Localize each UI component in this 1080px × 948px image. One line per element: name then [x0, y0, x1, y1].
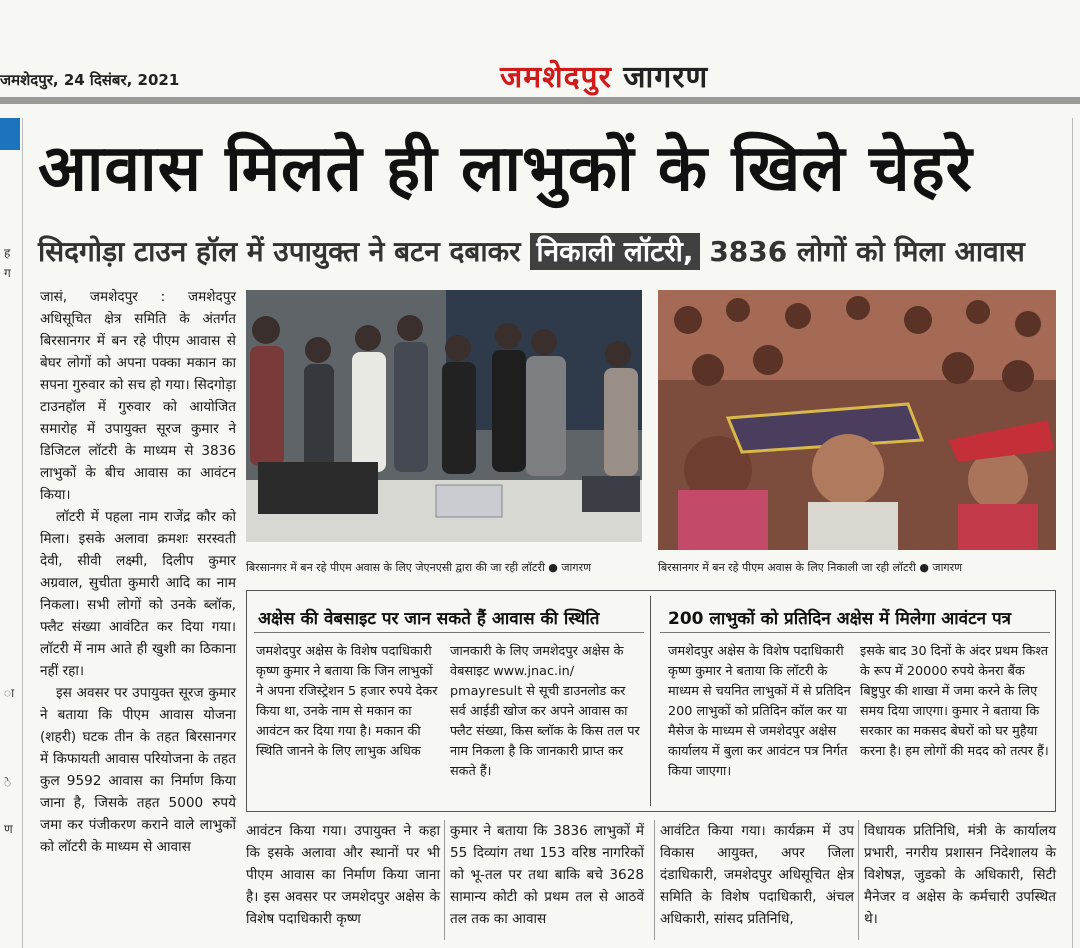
subhead-part2: 3836 लोगों को मिला आवास [709, 235, 1025, 268]
edge-fragment: ा [4, 686, 15, 700]
info-box-text: जमशेदपुर अक्षेस के विशेष पदाधिकारी कृष्ण कुमार ने बताया कि लॉटरी के माध्यम से चयनित लाभुकों में से प्रतिदिन 200 लाभुकों को प्रतिदिन कॉल कर या मैसेज के माध्यम से जमशेदपुर अक्षेस कार्यालय में बुला कर आवंटन पत्र निर्गत किया जाएगा। [668, 644, 851, 779]
info-box-title-rule [254, 632, 644, 633]
column-divider [444, 820, 445, 940]
edge-fragment: ह [4, 246, 11, 260]
article-continuation: आवंटन किया गया। उपायुक्त ने कहा कि इसके अलावा और स्थानों पर भी पीएम आवास का निर्माण किया जाना है। इस अवसर पर जमशेदपुर अक्षेस के विशेष पदाधिकारी कृष्ण [246, 823, 440, 927]
left-column-rule [22, 118, 23, 948]
info-box-title: अक्षेस की वेबसाइट पर जान सकते हैं आवास की स्थिति [258, 609, 600, 629]
article-continuation: विधायक प्रतिनिधि, मंत्री के कार्यालय प्रभारी, नगरीय प्रशासन निदेशालय के विशेषज्ञ, जुडको के अधिकारी, सिटी मैनेजर व अक्षेस के कर्मचारी उपस्थित थे। [864, 823, 1056, 927]
article-paragraph: लॉटरी में पहला नाम राजेंद्र कौर को मिला। इसके अलावा क्रमशः सरस्वती देवी, सीवी लक्ष्मी, दिलीप कुमार अग्रवाल, सुचीता कुमारी आदि का नाम निकला। सभी लोगों को उनके ब्लॉक, फ्लैट संख्या आवंटित कर दिया गया। लॉटरी में नाम आते ही खुशी का ठिकाना नहीं रहा। [40, 509, 236, 679]
section-marker [0, 118, 20, 150]
subhead-part1: सिदगोड़ा टाउन हॉल में उपायुक्त ने बटन दबाकर [38, 235, 521, 268]
edge-fragment: ण [4, 822, 13, 836]
subhead-highlight: निकाली लॉटरी, [530, 233, 699, 270]
masthead-red: जमशेदपुर [500, 60, 612, 95]
info-box-title: 200 लाभुकों को प्रतिदिन अक्षेस में मिलेगा आवंटन पत्र [668, 609, 1012, 629]
dateline: जमशेदपुर, 24 दिसंबर, 2021 [0, 71, 180, 89]
info-box-text: इसके बाद 30 दिनों के अंदर प्रथम किश्त के रूप में 20000 रुपये केनरा बैंक बिष्टुपुर की शाखा में जमा करने के लिए समय दिया जाएगा। कुमार ने बताया कि सरकार का मकसद बेघरों को घर मुहैया करना है। हम लोगों की मदद को तत्पर हैं। [860, 644, 1049, 759]
article-continuation: आवंटित किया गया। कार्यक्रम में उप विकास आयुक्त, अपर जिला दंडाधिकारी, जमशेदपुर अधिसूचित क्षेत्र समिति के विशेष पदाधिकारी, अंचल अधिकारी, सांसद प्रतिनिधि, [660, 823, 854, 927]
subheadline [38, 232, 1025, 270]
edge-fragment: ग [4, 266, 11, 280]
photo-caption: बिरसानगर में बन रहे पीएम अवास के लिए निकाली जा रही लॉटरी ● जागरण [658, 561, 963, 574]
info-box-divider [650, 596, 651, 806]
article-column-1 [40, 286, 236, 858]
article-paragraph: जासं, जमशेदपुर : जमशेदपुर अधिसूचित क्षेत्र समिति के अंतर्गत बिरसानगर में बन रहे पीएम आवास से बेघर लोगों को अपना पक्का मकान का सपना गुरुवार को सच हो गया। सिदगोड़ा टाउनहॉल में गुरुवार को आयोजित समारोह में उपायुक्त सूरज कुमार ने डिजिटल लॉटरी के माध्यम से 3836 लाभुकों के बीच आवास का आवंटन किया। [40, 289, 236, 503]
photo-lottery-launch [246, 290, 642, 542]
photo-crowd [658, 290, 1056, 550]
headline: आवास मिलते ही लाभुकों के खिले चेहरे [38, 132, 973, 206]
edge-fragment: े [4, 776, 12, 790]
photo-caption: बिरसानगर में बन रहे पीएम अवास के लिए जेएनएसी द्वारा की जा रही लॉटरी ● जागरण [246, 561, 592, 574]
article-paragraph: इस अवसर पर उपायुक्त सूरज कुमार ने बताया कि पीएम आवास योजना (शहरी) घटक तीन के तहत बिरसानगर में किफायती आवास परियोजना के तहत कुल 9592 आवास का निर्माण किया जाना है, जिसके तहत 5000 रुपये जमा कर पंजीकरण कराने वाले लाभुकों को लॉटरी के माध्यम से आवास [40, 685, 236, 855]
article-continuation: कुमार ने बताया कि 3836 लाभुकों में 55 दिव्यांग तथा 153 वरिष्ठ नागरिकों को भू-तल पर तथा बाकि बचे 3628 सामान्य कोटी को प्रथम तल से आठवें तल तक का आवास [450, 823, 644, 927]
right-column-rule [1072, 118, 1073, 948]
info-box-text: जमशेदपुर अक्षेस के विशेष पदाधिकारी कृष्ण कुमार ने बताया कि जिन लाभुकों ने अपना रजिस्ट्रेशन 5 हजार रुपये देकर किया था, उनके नाम से मकान का आवंटन कर दिया गया है। मकान की स्थिति जानने के लिए लाभुक अधिक [256, 644, 438, 759]
column-divider [858, 820, 859, 940]
info-box-text: जानकारी के लिए जमशेदपुर अक्षेस के वेबसाइट www.jnac.in/ pmayresult से सूची डाउनलोड कर सर्व आईडी खोज कर अपने आवास का फ्लैट संख्या, किस ब्लॉक के किस तल पर नाम निकला है कि जानकारी प्राप्त कर सकते हैं। [450, 644, 640, 779]
masthead-logo [500, 55, 708, 96]
top-rule [0, 97, 1080, 104]
info-box-title-rule [660, 632, 1050, 633]
masthead-dark: जागरण [623, 60, 709, 95]
column-divider [654, 820, 655, 940]
